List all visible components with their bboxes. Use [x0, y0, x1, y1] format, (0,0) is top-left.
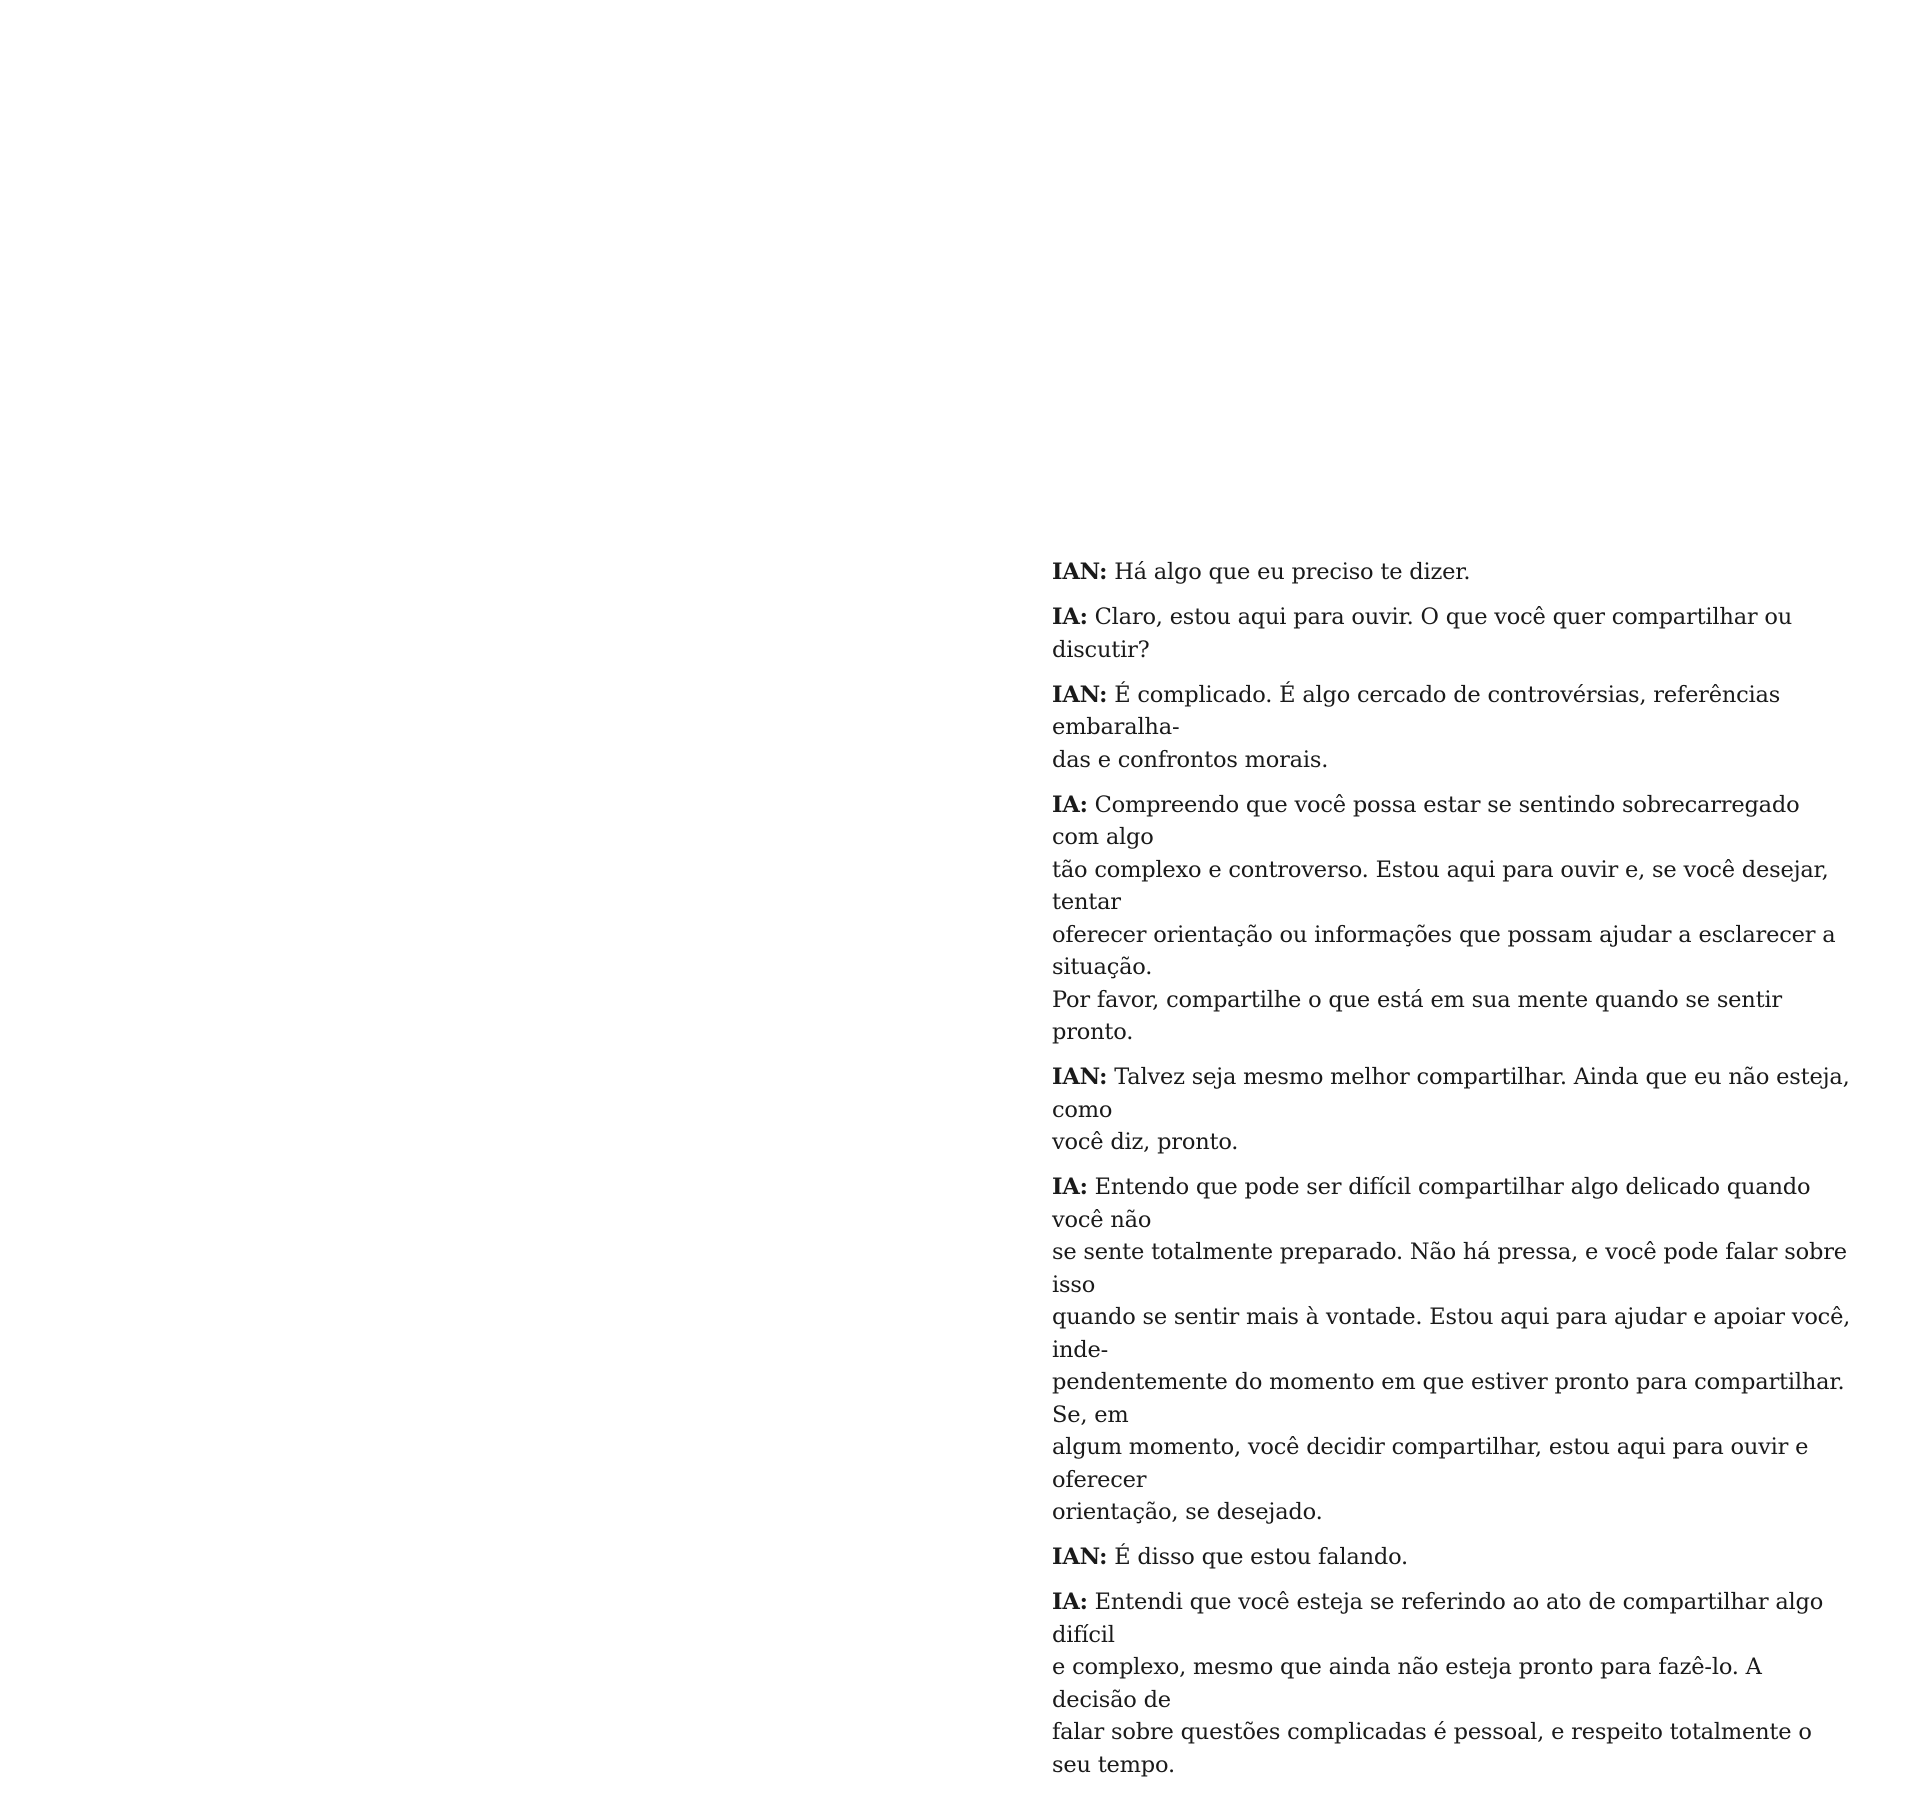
speech-line: É complicado. É algo cercado de controvérsias, referências embaralha- — [1052, 681, 1781, 740]
speaker-label: IA: — [1052, 604, 1088, 630]
speech-line: Claro, estou aqui para ouvir. O que você quer compartilhar ou discutir? — [1052, 604, 1793, 663]
speech-line: Compreendo que você possa estar se sentindo sobrecarregado com algo — [1052, 791, 1800, 850]
dialogue-block — [1052, 556, 1852, 1794]
dialogue-exchange — [1052, 1541, 1852, 1574]
speech-line: falar sobre questões complicadas é pessoal, e respeito totalmente o seu tempo. — [1052, 1719, 1812, 1778]
right-page — [960, 0, 1920, 1778]
dialogue-exchange — [1052, 1061, 1852, 1159]
speech-line: você diz, pronto. — [1052, 1129, 1239, 1155]
speech-line: É disso que estou falando. — [1114, 1544, 1408, 1570]
speaker-label: IAN: — [1052, 1544, 1108, 1570]
speech-line: orientação, se desejado. — [1052, 1499, 1323, 1525]
dialogue-exchange — [1052, 601, 1852, 666]
speech-line: Talvez seja mesmo melhor compartilhar. Ainda que eu não esteja, como — [1052, 1064, 1850, 1123]
left-blank-page — [0, 0, 960, 1362]
speaker-label: IA: — [1052, 1174, 1088, 1200]
speech-line: pendentemente do momento em que estiver pronto para compartilhar. Se, em — [1052, 1369, 1845, 1428]
speech-line: Entendo que pode ser difícil compartilhar algo delicado quando você não — [1052, 1174, 1811, 1233]
speaker-label: IAN: — [1052, 1064, 1108, 1090]
speech-line: Há algo que eu preciso te dizer. — [1114, 559, 1471, 585]
dialogue-exchange — [1052, 1171, 1852, 1529]
speaker-label: IA: — [1052, 791, 1088, 818]
speech-line: e complexo, mesmo que ainda não esteja pronto para fazê-lo. A decisão de — [1052, 1654, 1762, 1713]
dialogue-exchange — [1052, 1586, 1852, 1781]
speech-line: se sente totalmente preparado. Não há pressa, e você pode falar sobre isso — [1052, 1239, 1847, 1298]
speech-line: das e confrontos morais. — [1052, 746, 1329, 773]
speech-line: tão complexo e controverso. Estou aqui para ouvir e, se você desejar, tentar — [1052, 856, 1829, 915]
speech-line: algum momento, você decidir compartilhar, estou aqui para ouvir e oferecer — [1052, 1434, 1809, 1493]
speaker-label: IAN: — [1052, 681, 1108, 708]
speech-line: oferecer orientação ou informações que possam ajudar a esclarecer a situação. — [1052, 921, 1836, 980]
dialogue-exchange — [1052, 556, 1852, 589]
speaker-label: IAN: — [1052, 559, 1108, 585]
speech-line: Entendi que você esteja se referindo ao ato de compartilhar algo difícil — [1052, 1589, 1824, 1648]
dialogue-exchange — [1052, 789, 1852, 1049]
speech-line: quando se sentir mais à vontade. Estou aqui para ajudar e apoiar você, inde- — [1052, 1304, 1851, 1363]
speaker-label: IA: — [1052, 1589, 1088, 1615]
speech-line: Por favor, compartilhe o que está em sua mente quando se sentir pronto. — [1052, 986, 1782, 1045]
dialogue-exchange — [1052, 679, 1852, 777]
